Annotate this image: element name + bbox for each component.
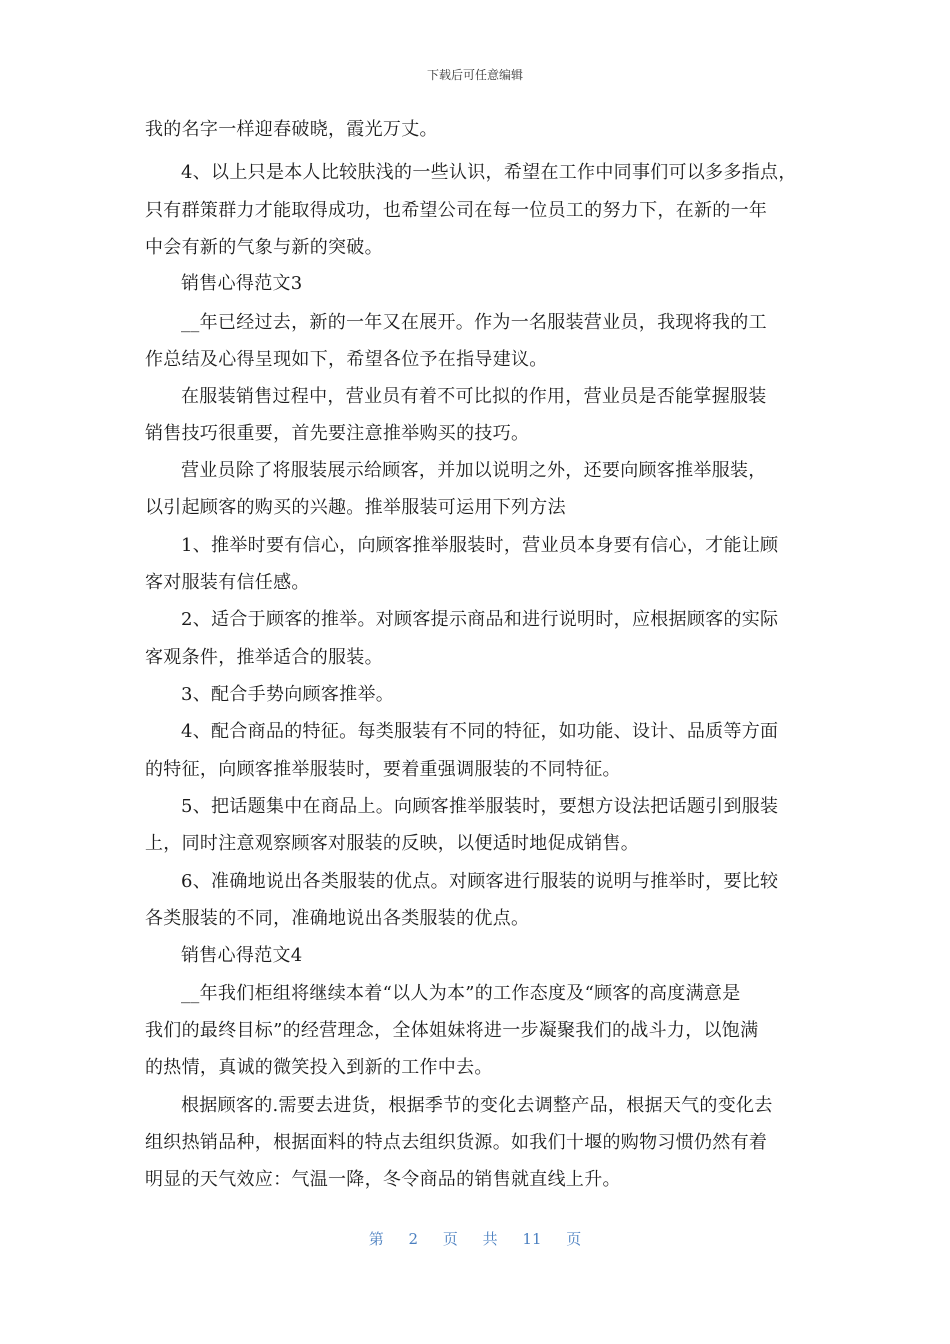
text-line: 根据顾客的.需要去进货，根据季节的变化去调整产品，根据天气的变化去 [181,1095,773,1116]
footer-ye2: 页 [566,1230,582,1248]
text-line: 营业员除了将服装展示给顾客，并加以说明之外，还要向顾客推举服装， [181,460,767,481]
footer-gong: 共 [482,1230,498,1248]
text-line: 4、以上只是本人比较肤浅的一些认识，希望在工作中同事们可以多多指点， [181,162,797,183]
text-line: 的热情，真诚的微笑投入到新的工作中去。 [145,1057,493,1078]
text-line: 中会有新的气象与新的突破。 [145,237,383,258]
text-line: __年已经过去，新的一年又在展开。作为一名服装营业员，我现将我的工 [181,312,767,333]
text-line: 只有群策群力才能取得成功，也希望公司在每一位员工的努力下，在新的一年 [145,200,768,221]
section-heading: 销售心得范文4 [181,945,303,966]
text-line: 上，同时注意观察顾客对服装的反映，以便适时地促成销售。 [145,833,640,854]
text-line: 销售技巧很重要，首先要注意推举购买的技巧。 [145,423,530,444]
text-line: 作总结及心得呈现如下，希望各位予在指导建议。 [145,349,548,370]
text-line: 以引起顾客的购买的兴趣。推举服装可运用下列方法 [145,497,566,518]
text-line: 明显的天气效应：气温一降，冬令商品的销售就直线上升。 [145,1169,621,1190]
text-line: 各类服装的不同，准确地说出各类服装的优点。 [145,908,530,929]
footer-page-number: 2 [408,1230,419,1248]
page-header: 下载后可任意编辑 [426,68,523,82]
text-line: 4、配合商品的特征。每类服装有不同的特征，如功能、设计、品质等方面 [181,721,779,742]
text-line: __年我们柜组将继续本着“以人为本”的工作态度及“顾客的高度满意是 [181,983,741,1004]
footer-di: 第 [368,1230,384,1248]
text-line: 2、适合于顾客的推举。对顾客提示商品和进行说明时，应根据顾客的实际 [181,609,779,630]
text-line: 我的名字一样迎春破晓，霞光万丈。 [145,119,438,140]
text-line: 3、配合手势向顾客推举。 [181,684,395,705]
text-line: 1、推举时要有信心，向顾客推举服装时，营业员本身要有信心，才能让顾 [181,535,779,556]
text-line: 客对服装有信任感。 [145,572,310,593]
section-heading: 销售心得范文3 [181,273,303,294]
text-line: 在服装销售过程中，营业员有着不可比拟的作用，营业员是否能掌握服装 [181,386,767,407]
text-line: 我们的最终目标”的经营理念，全体姐妹将进一步凝聚我们的战斗力，以饱满 [145,1020,759,1041]
footer-total-pages: 11 [522,1230,542,1248]
footer-ye: 页 [442,1230,458,1248]
text-line: 组织热销品种，根据面料的特点去组织货源。如我们十堰的购物习惯仍然有着 [145,1132,768,1153]
text-line: 客观条件，推举适合的服装。 [145,647,383,668]
text-line: 6、准确地说出各类服装的优点。对顾客进行服装的说明与推举时，要比较 [181,871,779,892]
text-line: 5、把话题集中在商品上。向顾客推举服装时，要想方设法把话题引到服装 [181,796,779,817]
text-line: 的特征，向顾客推举服装时，要着重强调服装的不同特征。 [145,759,621,780]
page-footer [0,1228,950,1249]
